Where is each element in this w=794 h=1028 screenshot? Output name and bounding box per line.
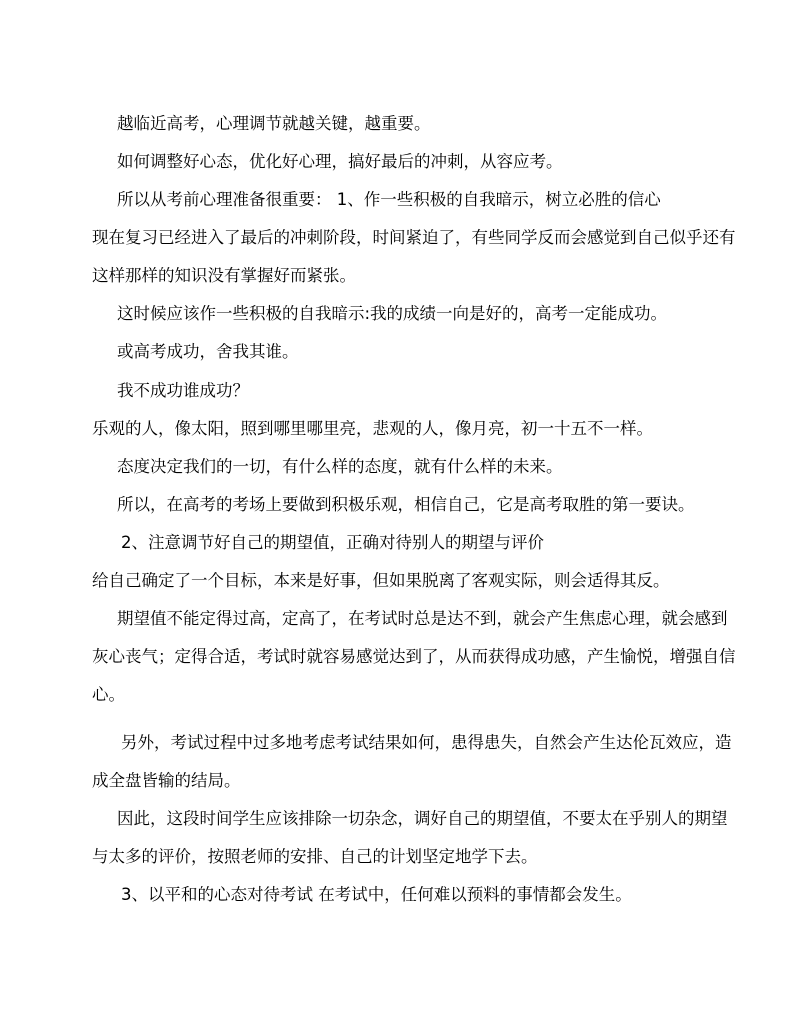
text-line: 如何调整好心态，优化好心理，搞好最后的冲刺，从容应考。 bbox=[117, 152, 563, 171]
text-line: 灰心丧气；定得合适，考试时就容易感觉达到了，从而获得成功感，产生愉悦，增强自信 bbox=[92, 647, 736, 666]
text-line: 成全盘皆输的结局。 bbox=[92, 771, 241, 790]
text-line: 另外，考试过程中过多地考虑考试结果如何，患得患失，自然会产生达伦瓦效应，造 bbox=[121, 733, 732, 752]
text-line: 3、以平和的心态对待考试 在考试中，任何难以预料的事情都会发生。 bbox=[121, 885, 632, 904]
text-line: 所以从考前心理准备很重要： 1、作一些积极的自我暗示，树立必胜的信心 bbox=[117, 190, 661, 209]
text-line: 这时候应该作一些积极的自我暗示:我的成绩一向是好的，高考一定能成功。 bbox=[117, 304, 668, 323]
text-line: 因此，这段时间学生应该排除一切杂念，调好自己的期望值，不要太在乎别人的期望 bbox=[117, 809, 728, 828]
text-line: 我不成功谁成功？ bbox=[117, 381, 249, 400]
text-line: 态度决定我们的一切，有什么样的态度，就有什么样的未来。 bbox=[117, 457, 563, 476]
text-line: 给自己确定了一个目标，本来是好事，但如果脱离了客观实际，则会适得其反。 bbox=[92, 571, 670, 590]
text-line: 现在复习已经进入了最后的冲刺阶段，时间紧迫了，有些同学反而会感觉到自己似乎还有 bbox=[92, 228, 736, 247]
text-line: 2、注意调节好自己的期望值，正确对待别人的期望与评价 bbox=[121, 533, 544, 552]
text-line: 或高考成功，舍我其谁。 bbox=[117, 342, 299, 361]
text-line: 心。 bbox=[92, 685, 125, 704]
text-line: 期望值不能定得过高，定高了，在考试时总是达不到，就会产生焦虑心理，就会感到 bbox=[117, 609, 728, 628]
text-line: 所以，在高考的考场上要做到积极乐观，相信自己，它是高考取胜的第一要诀。 bbox=[117, 495, 695, 514]
text-line: 与太多的评价，按照老师的安排、自己的计划坚定地学下去。 bbox=[92, 847, 538, 866]
text-line: 越临近高考，心理调节就越关键，越重要。 bbox=[117, 114, 431, 133]
text-line: 这样那样的知识没有掌握好而紧张。 bbox=[92, 266, 356, 285]
text-line: 乐观的人，像太阳，照到哪里哪里亮，悲观的人，像月亮，初一十五不一样。 bbox=[92, 419, 653, 438]
